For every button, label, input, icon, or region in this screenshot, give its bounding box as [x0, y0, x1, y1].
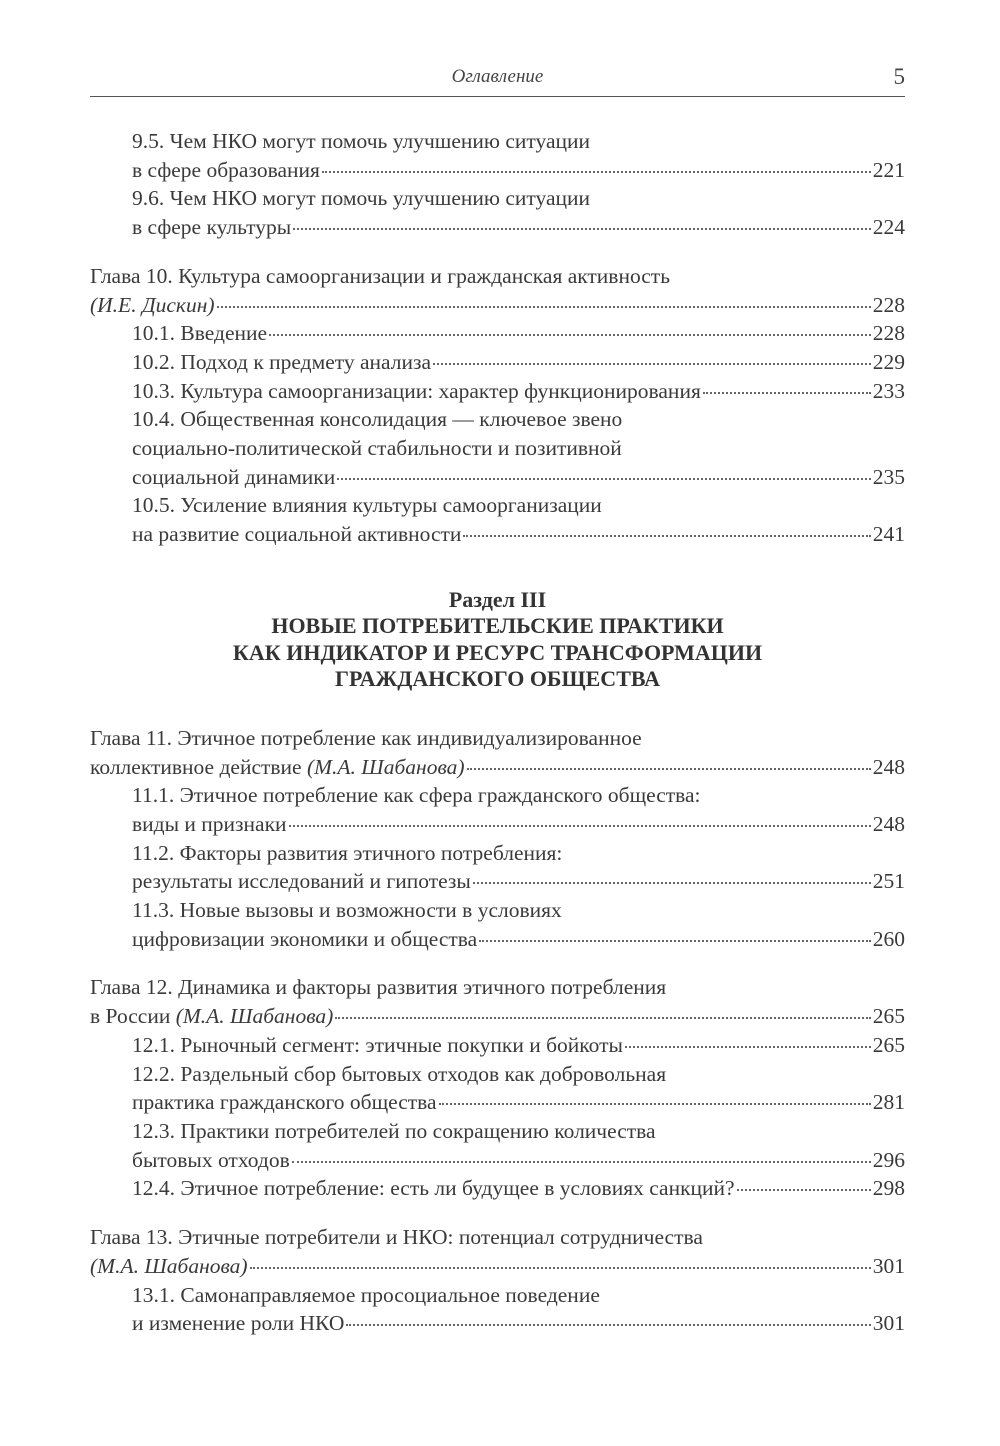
chapter-title: Глава 10. Культура самоорганизации и гражданская активность — [90, 263, 670, 288]
entry-page: 235 — [872, 464, 905, 489]
leader-dots — [479, 940, 871, 942]
entry-title-line: 10.1. Введение — [132, 321, 268, 346]
toc-chapter-13[interactable] — [90, 1223, 905, 1280]
leader-dots — [293, 228, 871, 230]
entry-page: 260 — [872, 926, 905, 951]
entry-page: 251 — [872, 869, 905, 894]
entry-title-line: 12.4. Этичное потребление: есть ли будущее в условиях санкций? — [132, 1176, 735, 1201]
leader-dots — [433, 363, 871, 365]
entry-page: 248 — [872, 754, 905, 779]
running-title: Оглавление — [451, 66, 544, 87]
toc-entry-10-1[interactable] — [90, 319, 905, 348]
entry-title-line: 9.6. Чем НКО могут помочь улучшению ситуации — [132, 186, 591, 211]
entry-title-line: 12.1. Рыночный сегмент: этичные покупки и бойкоты — [132, 1032, 623, 1057]
entry-page: 221 — [872, 157, 905, 182]
entry-title-line: на развитие социальной активности — [132, 522, 462, 547]
entry-title-line: виды и признаки — [132, 811, 287, 836]
leader-dots — [703, 392, 871, 394]
entry-title-line: социально-политической стабильности и позитивной — [132, 436, 622, 461]
entry-page: 301 — [872, 1253, 905, 1278]
entry-title-line: 12.2. Раздельный сбор бытовых отходов как добровольная — [132, 1061, 667, 1086]
section-label: Раздел III — [448, 586, 547, 612]
leader-dots — [217, 306, 871, 308]
chapter-author: (И.Е. Дискин) — [90, 292, 215, 317]
header-rule — [90, 96, 905, 97]
entry-page: 296 — [872, 1147, 905, 1172]
entry-title-line: социальной динамики — [132, 464, 336, 489]
entry-page: 281 — [872, 1090, 905, 1115]
entry-title-line: 10.3. Культура самоорганизации: характер функционирования — [132, 378, 701, 403]
toc-entry-12-1[interactable] — [90, 1031, 905, 1060]
leader-dots — [473, 882, 871, 884]
leader-dots — [439, 1103, 871, 1105]
page-number: 5 — [893, 64, 905, 89]
section-title-line: КАК ИНДИКАТОР И РЕСУРС ТРАНСФОРМАЦИИ — [232, 639, 763, 665]
entry-page: 233 — [872, 378, 905, 403]
chapter-author: (М.А. Шабанова) — [90, 1253, 248, 1278]
entry-title-line: 9.5. Чем НКО могут помочь улучшению ситуации — [132, 129, 591, 153]
entry-title-line: 10.2. Подход к предмету анализа — [132, 349, 432, 374]
leader-dots — [737, 1189, 871, 1191]
leader-dots — [269, 334, 871, 336]
toc-chapter-12[interactable] — [90, 973, 905, 1030]
leader-dots — [346, 1324, 870, 1326]
toc-entry-11-2[interactable] — [90, 839, 905, 896]
leader-dots — [335, 1017, 870, 1019]
leader-dots — [322, 171, 871, 173]
toc-entry-13-1[interactable] — [90, 1281, 905, 1338]
chapter-title: в России — [90, 1004, 176, 1029]
entry-title-line: цифровизации экономики и общества — [132, 926, 478, 951]
leader-dots — [625, 1046, 871, 1048]
entry-title-line: 11.2. Факторы развития этичного потребления: — [132, 840, 563, 865]
chapter-title: коллективное действие — [90, 754, 307, 779]
toc-entry-12-2[interactable] — [90, 1060, 905, 1117]
entry-title-line: и изменение роли НКО — [132, 1311, 345, 1336]
entry-page: 265 — [872, 1032, 905, 1057]
entry-page: 265 — [872, 1004, 905, 1029]
toc-entry-9-5[interactable] — [90, 127, 905, 184]
running-head — [90, 66, 905, 96]
entry-page: 248 — [872, 811, 905, 836]
entry-page: 228 — [872, 292, 905, 317]
toc-entry-10-3[interactable] — [90, 377, 905, 406]
entry-page: 228 — [872, 321, 905, 346]
entry-page: 301 — [872, 1311, 905, 1336]
entry-title-line: 12.3. Практики потребителей по сокращению количества — [132, 1118, 656, 1143]
entry-title-line: бытовых отходов — [132, 1147, 290, 1172]
toc-entry-11-3[interactable] — [90, 896, 905, 953]
leader-dots — [463, 535, 870, 537]
chapter-author: (М.А. Шабанова) — [306, 754, 465, 779]
entry-page: 229 — [872, 349, 905, 374]
entry-title-line: в сфере культуры — [132, 215, 292, 240]
leader-dots — [337, 478, 870, 480]
entry-title-line: 11.3. Новые вызовы и возможности в условиях — [132, 898, 562, 923]
chapter-title: Глава 11. Этичное потребление как индивидуализированное — [90, 725, 642, 750]
entry-page: 298 — [872, 1176, 905, 1201]
leader-dots — [467, 768, 871, 770]
leader-dots — [292, 1161, 871, 1163]
chapter-title: Глава 12. Динамика и факторы развития этичного потребления — [90, 975, 667, 1000]
section-title-line: ГРАЖДАНСКОГО ОБЩЕСТВА — [334, 666, 661, 692]
chapter-title: Глава 13. Этичные потребители и НКО: потенциал сотрудничества — [90, 1225, 703, 1250]
toc-entry-9-6[interactable] — [90, 184, 905, 241]
entry-title-line: в сфере образования — [132, 157, 320, 182]
toc-entry-12-4[interactable] — [90, 1174, 905, 1203]
entry-title-line: 10.4. Общественная консолидация — ключевое звено — [132, 407, 623, 432]
toc-entry-10-4[interactable] — [90, 405, 905, 491]
entry-title-line: результаты исследований и гипотезы — [132, 869, 471, 894]
entry-title-line: 10.5. Усиление влияния культуры самоорганизации — [132, 493, 602, 518]
leader-dots — [289, 825, 871, 827]
entry-title-line: 11.1. Этичное потребление как сфера гражданского общества: — [132, 783, 701, 808]
entry-title-line: 13.1. Самонаправляемое просоциальное поведение — [132, 1282, 600, 1307]
toc-entry-11-1[interactable] — [90, 781, 905, 838]
section-title-line: НОВЫЕ ПОТРЕБИТЕЛЬСКИЕ ПРАКТИКИ — [271, 613, 724, 639]
section-heading[interactable] — [90, 587, 905, 693]
entry-page: 224 — [872, 215, 905, 240]
entry-page: 241 — [872, 522, 905, 547]
chapter-author: (М.А. Шабанова) — [175, 1004, 334, 1029]
toc-entry-10-5[interactable] — [90, 491, 905, 548]
toc-chapter-10[interactable] — [90, 262, 905, 319]
toc-chapter-11[interactable] — [90, 724, 905, 781]
entry-title-line: практика гражданского общества — [132, 1090, 437, 1115]
toc-entry-12-3[interactable] — [90, 1117, 905, 1174]
toc-entry-10-2[interactable] — [90, 348, 905, 377]
leader-dots — [250, 1267, 871, 1269]
table-of-contents — [90, 127, 905, 1338]
